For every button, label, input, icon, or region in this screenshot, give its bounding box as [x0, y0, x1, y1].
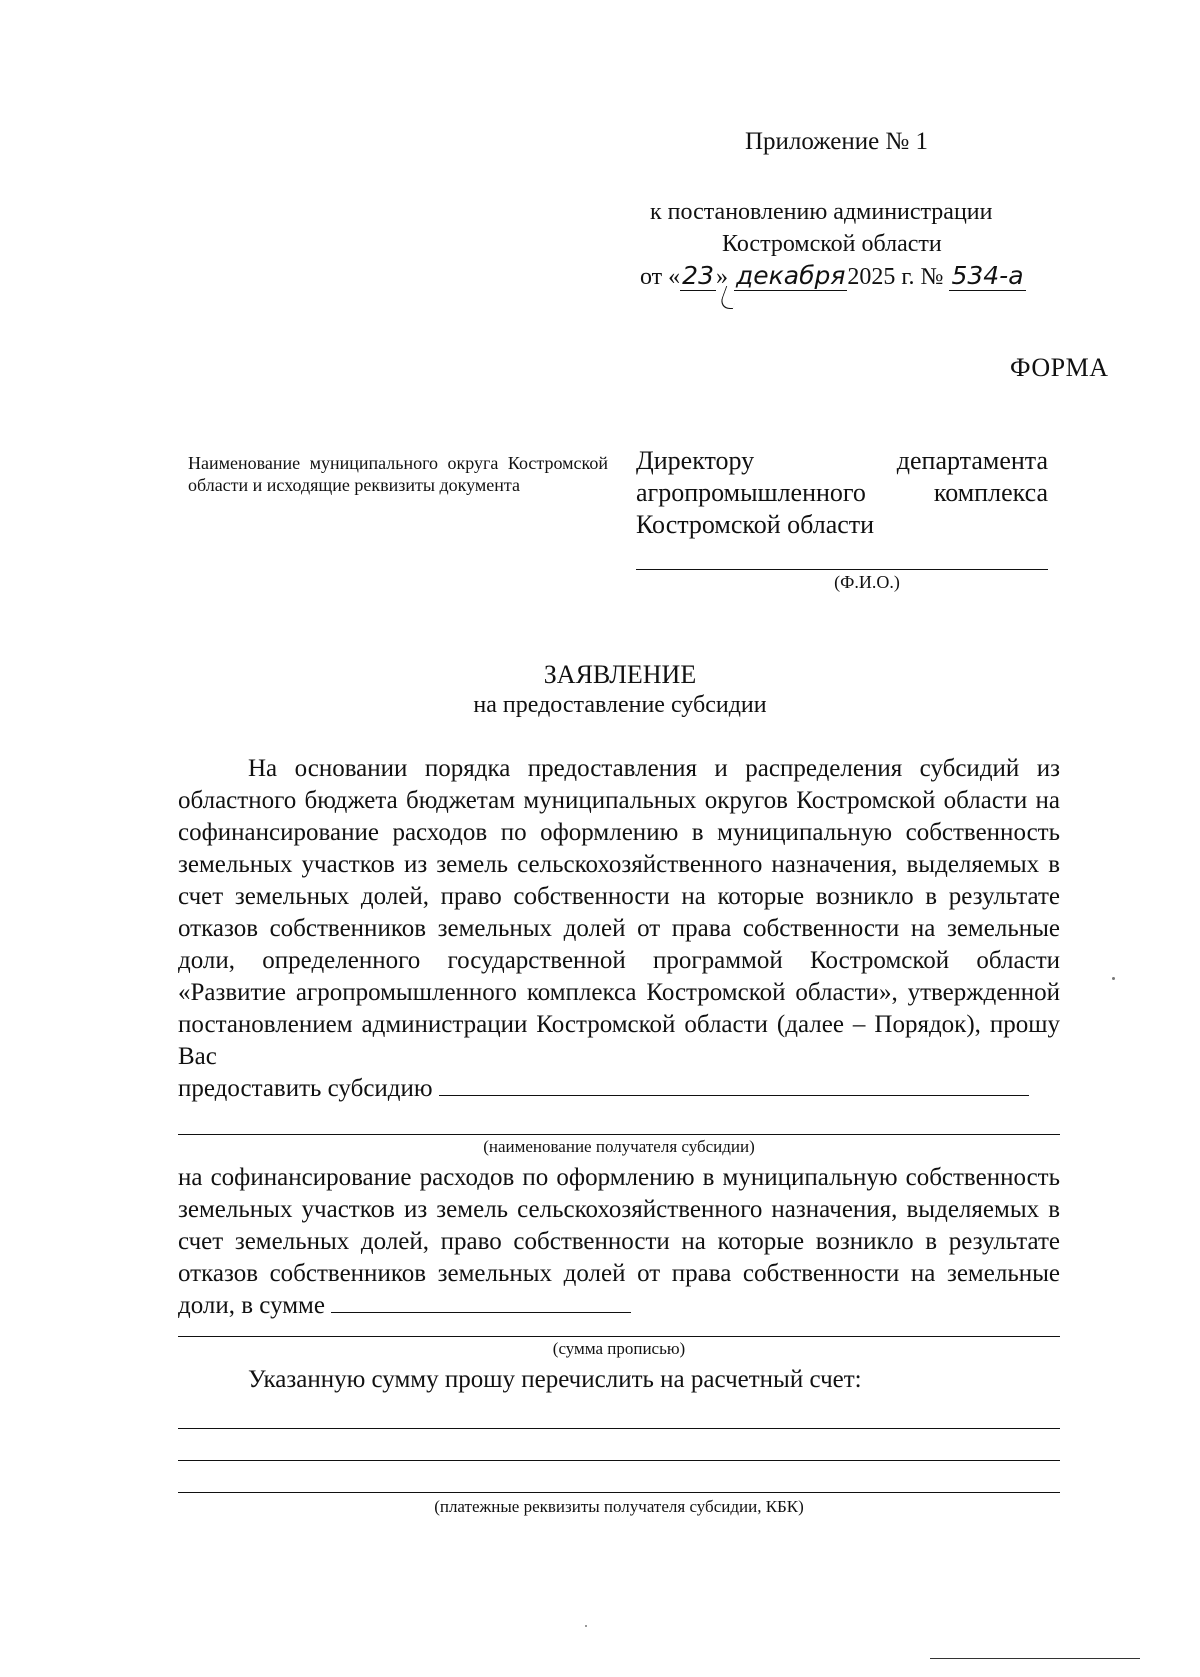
requisites-caption: (платежные реквизиты получателя субсидии, КБК) — [434, 1497, 804, 1516]
reference-line-2: Костромской области — [722, 231, 942, 257]
date-prefix: от « — [640, 264, 681, 290]
document-title: ЗАЯВЛЕНИЕ — [543, 660, 697, 689]
resolution-reference — [640, 196, 1060, 293]
date-year: 2025 г. № — [847, 264, 944, 290]
handwritten-doc-number: 534-а — [951, 261, 1024, 290]
sum-full-line — [178, 1336, 1060, 1337]
recipient-blank-line — [439, 1073, 1029, 1096]
recipient-caption: (наименование получателя субсидии) — [483, 1137, 755, 1156]
date-close-quote: » — [715, 264, 728, 290]
sum-caption: (сумма прописью) — [552, 1339, 686, 1358]
form-label: ФОРМА — [1010, 353, 1109, 382]
fio-blank-line — [636, 569, 1048, 570]
page-bottom-rule — [930, 1658, 1140, 1659]
purpose-text: на софинансирование расходов по оформлению в муниципальную собственность земельных участков из земель сельскохозяйственного назначения, выделяемых в счет земельных долей, право собственности на которые возникло в результате отказов собственников земельных долей от права собственности на земельные доли, в сумме — [178, 1164, 1060, 1319]
requisites-line-1 — [178, 1428, 1060, 1429]
request-subsidy-text: предоставить субсидию — [178, 1075, 433, 1102]
fio-caption: (Ф.И.О.) — [834, 572, 900, 592]
reference-line-1: к постановлению администрации — [650, 199, 993, 225]
paragraph-purpose — [178, 1162, 1060, 1322]
paragraph-basis: На основании порядка предоставления и распределения субсидий из областного бюджета бюджетам муниципальных округов Костромской области на софинансирование расходов по оформлению в муниципальную собственность земельных участков из земель сельскохозяйственного назначения, выделяемых в счет земельных долей, право собственности на которые возникло в результате отказов собственников земельных долей от права собственности на земельные доли, определенного государственной программой Костромской области «Развитие агропромышленного комплекса Костромской области», утвержденной постановлением администрации Костромской области (далее – Порядок), прошу Вас — [178, 755, 1060, 1070]
requisites-line-3 — [178, 1492, 1060, 1493]
requisites-line-2 — [178, 1460, 1060, 1461]
sender-requisites-caption: Наименование муниципального округа Костромской области и исходящие реквизиты документа — [188, 453, 608, 495]
appendix-title: Приложение № 1 — [745, 128, 929, 155]
paragraph-transfer: Указанную сумму прошу перечислить на расчетный счет: — [248, 1366, 862, 1393]
reference-date-line — [640, 260, 1060, 293]
scan-speck — [1112, 977, 1115, 980]
sum-blank-line — [331, 1290, 631, 1313]
addressee-block: Директору департамента агропромышленного комплекса Костромской области — [636, 446, 1048, 539]
recipient-full-line — [178, 1134, 1060, 1135]
scan-speck — [585, 1625, 587, 1627]
handwritten-day: 23 — [682, 261, 714, 290]
document-subtitle: на предоставление субсидии — [473, 692, 767, 718]
paragraph-basis-end — [178, 1073, 1060, 1105]
handwritten-month: декабря — [735, 261, 846, 290]
